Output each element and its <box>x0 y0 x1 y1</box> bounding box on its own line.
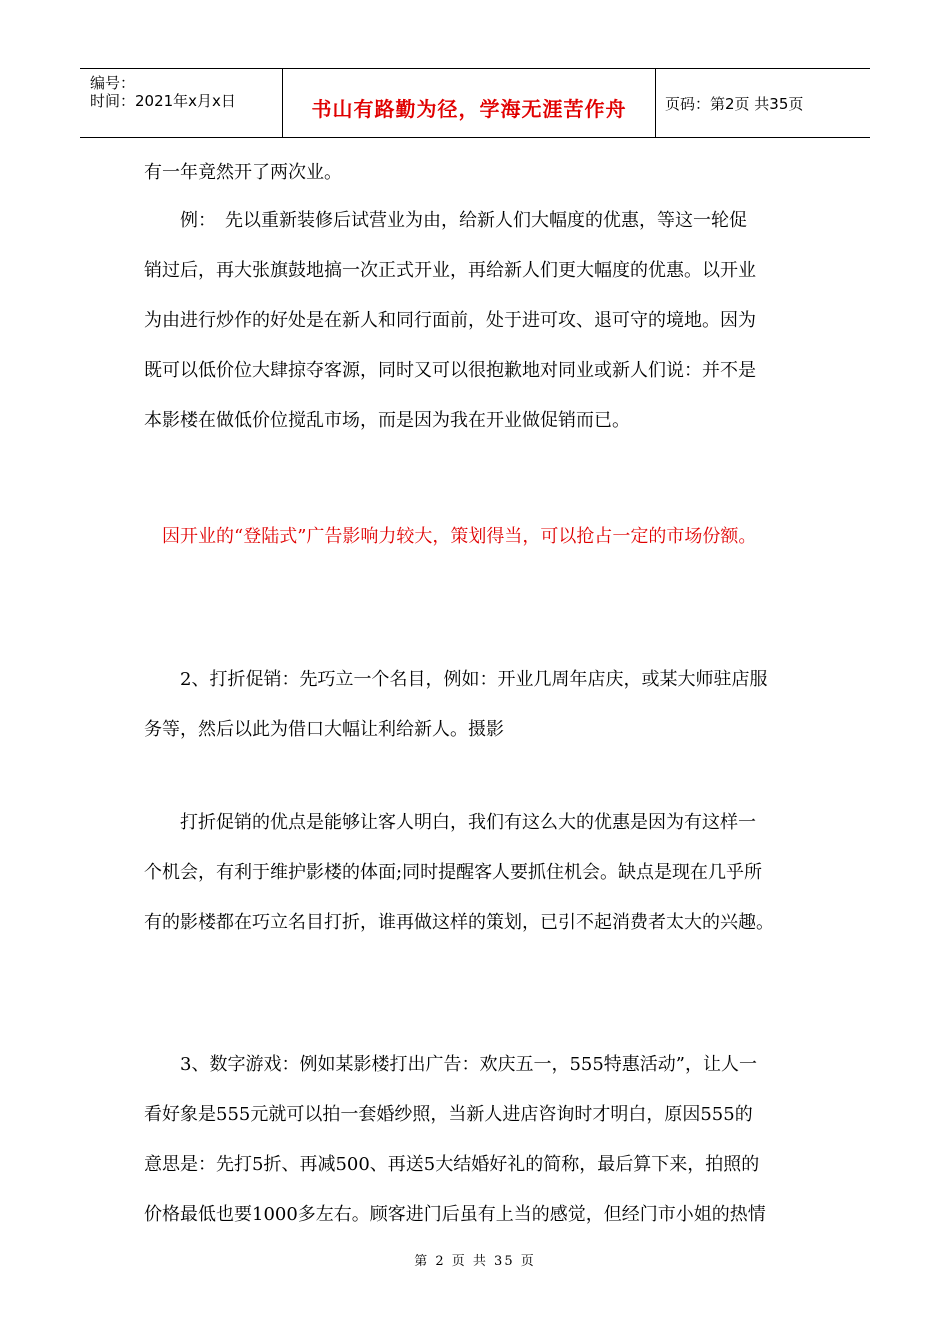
paragraph-example <box>144 196 814 446</box>
text-line: 例： 先以重新装修后试营业为由，给新人们大幅度的优惠，等这一轮促 <box>144 210 747 231</box>
text-line: 3、数字游戏：例如某影楼打出广告：欢庆五一，555特惠活动”，让人一 <box>144 1054 758 1075</box>
document-time-label: 时间：2021年x月x日 <box>90 92 236 110</box>
document-number-label: 编号： <box>90 74 136 92</box>
text-line: 既可以低价位大肆掠夺客源，同时又可以很抱歉地对同业或新人们说：并不是 <box>144 360 756 381</box>
paragraph-number-game <box>144 1040 814 1240</box>
paragraph-discount <box>144 655 814 755</box>
header-page-info: 页码：第2页 共35页 <box>665 95 804 113</box>
text-line: 务等，然后以此为借口大幅让利给新人。摄影 <box>144 719 504 740</box>
text-line: 2、打折促销：先巧立一个名目，例如：开业几周年店庆，或某大师驻店服 <box>144 669 768 690</box>
text-line: 价格最低也要1000多左右。顾客进门后虽有上当的感觉，但经门市小姐的热情 <box>144 1204 766 1225</box>
header-page-cell <box>655 69 870 137</box>
text-line: 为由进行炒作的好处是在新人和同行面前，处于进可攻、退可守的境地。因为 <box>144 310 756 331</box>
paragraph-highlight <box>144 512 844 562</box>
page-header <box>80 68 870 138</box>
paragraph-intro-tail <box>144 148 814 198</box>
text-line: 本影楼在做低价位搅乱市场，而是因为我在开业做促销而已。 <box>144 410 630 431</box>
header-motto-cell <box>282 69 656 137</box>
highlight-line: 因开业的“登陆式”广告影响力较大，策划得当，可以抢占一定的市场份额。 <box>144 526 757 547</box>
text-line: 意思是：先打5折、再减500、再送5大结婚好礼的简称，最后算下来，拍照的 <box>144 1154 760 1175</box>
text-line: 个机会，有利于维护影楼的体面;同时提醒客人要抓住机会。缺点是现在几乎所 <box>144 862 763 883</box>
paragraph-discount-analysis <box>144 798 814 948</box>
header-motto: 书山有路勤为径，学海无涯苦作舟 <box>311 97 627 121</box>
text-line: 有的影楼都在巧立名目打折，谁再做这样的策划，已引不起消费者太大的兴趣。 <box>144 912 774 933</box>
text-line: 销过后，再大张旗鼓地搞一次正式开业，再给新人们更大幅度的优惠。以开业 <box>144 260 756 281</box>
header-meta-cell <box>80 69 282 137</box>
page-footer: 第 2 页 共 35 页 <box>414 1254 536 1269</box>
text-line: 打折促销的优点是能够让客人明白，我们有这么大的优惠是因为有这样一 <box>144 812 756 833</box>
text-line: 看好象是555元就可以拍一套婚纱照，当新人进店咨询时才明白，原因555的 <box>144 1104 753 1125</box>
text-line: 有一年竟然开了两次业。 <box>144 162 342 183</box>
